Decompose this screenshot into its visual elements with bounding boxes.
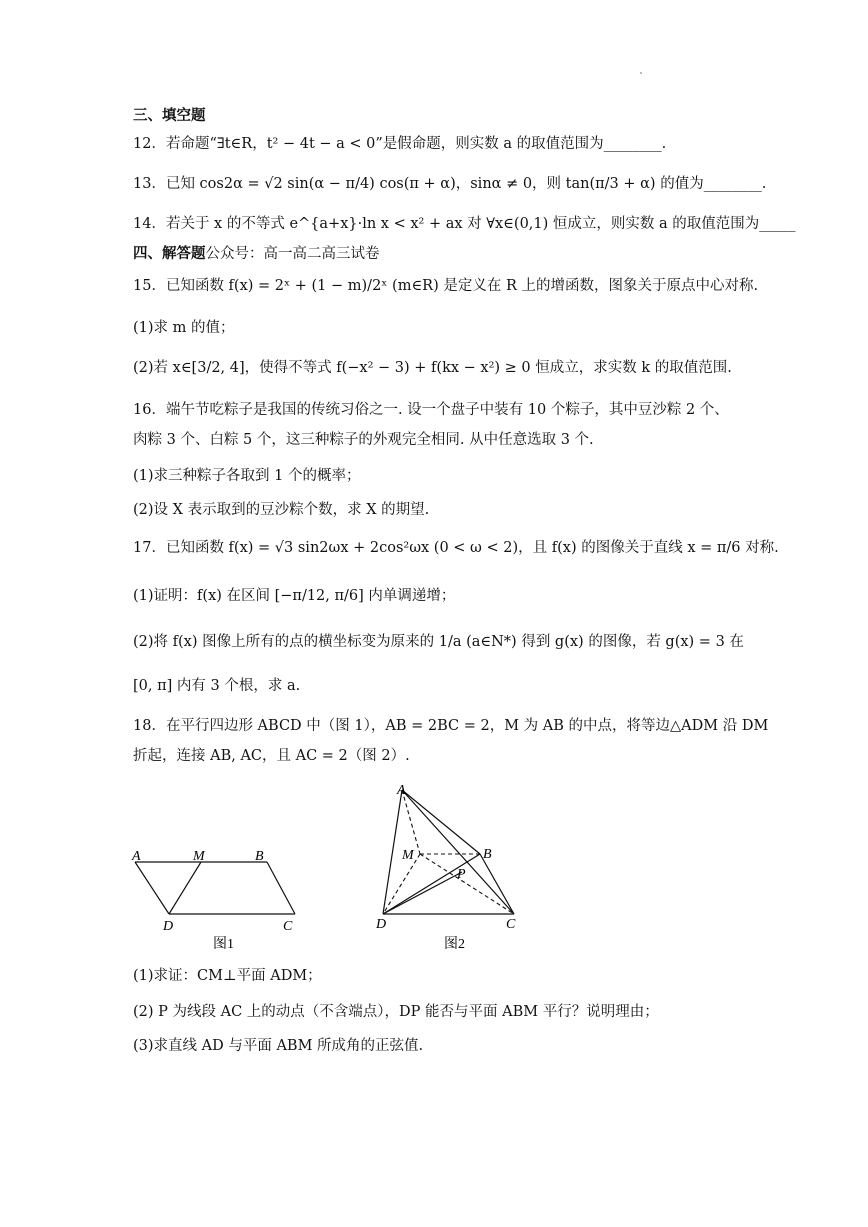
- fig2-label-b: B: [483, 847, 492, 862]
- question-16-stem-line-1: 16．端午节吃粽子是我国的传统习俗之一. 设一个盘子中装有 10 个粽子，其中豆沙粽 2 个、: [133, 402, 729, 418]
- section-answer-header: [133, 244, 380, 264]
- figure-2-caption: 图2: [444, 937, 465, 952]
- question-18-part-1: (1)求证：CM⊥平面 ADM；: [133, 968, 322, 984]
- figure-1-parallelogram: [125, 840, 315, 960]
- fig1-label-a: A: [132, 849, 141, 864]
- section-answer-note: 公众号：高一高二高三试卷: [205, 246, 380, 262]
- fig1-label-m: M: [193, 849, 205, 864]
- question-17-stem: 17．已知函数 f(x) = √3 sin2ωx + 2cos²ωx (0 < ω < 2)，且 f(x) 的图像关于直线 x = π/6 对称.: [133, 540, 779, 556]
- figure-2-folded-solid: [368, 778, 528, 958]
- question-18-stem-line-1: 18．在平行四边形 ABCD 中（图 1），AB = 2BC = 2，M 为 AB 的中点，将等边△ADM 沿 DM: [133, 718, 769, 734]
- question-17-part-2-line-2: [0, π] 内有 3 个根，求 a.: [133, 678, 301, 694]
- figure-1-caption: 图1: [213, 937, 234, 952]
- scan-dot: [640, 72, 642, 74]
- question-18-part-3: (3)求直线 AD 与平面 ABM 所成角的正弦值.: [133, 1038, 424, 1054]
- fig1-label-d: D: [163, 919, 174, 934]
- question-15-part-1: (1)求 m 的值；: [133, 320, 235, 336]
- question-15-stem: 15．已知函数 f(x) = 2ˣ + (1 − m)/2ˣ (m∈R) 是定义在 R 上的增函数，图象关于原点中心对称.: [133, 278, 759, 294]
- section-answer-title: 四、解答题: [133, 245, 206, 262]
- question-15-part-2: (2)若 x∈[3/2, 4]，使得不等式 f(−x² − 3) + f(kx − x²) ≥ 0 恒成立，求实数 k 的取值范围.: [133, 360, 732, 376]
- fig1-label-b: B: [255, 849, 264, 864]
- fig1-label-c: C: [283, 919, 293, 934]
- question-12: 12．若命题“∃t∈R，t² − 4t − a < 0”是假命题，则实数 a 的取值范围为________.: [133, 136, 667, 152]
- question-16-part-1: (1)求三种粽子各取到 1 个的概率；: [133, 468, 361, 484]
- fig2-label-p: P: [457, 867, 466, 882]
- fig2-label-m: M: [402, 848, 414, 863]
- question-16-part-2: (2)设 X 表示取到的豆沙粽个数，求 X 的期望.: [133, 502, 430, 518]
- fig2-label-a: A: [397, 783, 406, 798]
- fig2-label-c: C: [506, 917, 516, 932]
- question-18-stem-line-2: 折起，连接 AB, AC，且 AC = 2（图 2）.: [133, 748, 410, 764]
- question-13: 13．已知 cos2α = √2 sin(α − π/4) cos(π + α)，sinα ≠ 0，则 tan(π/3 + α) 的值为________.: [133, 176, 767, 192]
- section-fill-in-title: 三、填空题: [133, 107, 206, 124]
- fig2-label-d: D: [376, 917, 387, 932]
- question-18-part-2: (2) P 为线段 AC 上的动点（不含端点），DP 能否与平面 ABM 平行？说明理由；: [133, 1004, 659, 1020]
- question-17-part-2-line-1: (2)将 f(x) 图像上所有的点的横坐标变为原来的 1/a (a∈N*) 得到 g(x) 的图像，若 g(x) = 3 在: [133, 634, 744, 650]
- question-16-stem-line-2: 肉粽 3 个、白粽 5 个，这三种粽子的外观完全相同. 从中任意选取 3 个.: [133, 432, 594, 448]
- question-17-part-1: (1)证明：f(x) 在区间 [−π/12, π/6] 内单调递增；: [133, 588, 456, 604]
- question-14: 14．若关于 x 的不等式 e^{a+x}·ln x < x² + ax 对 ∀x∈(0,1) 恒成立，则实数 a 的取值范围为_____: [133, 216, 796, 232]
